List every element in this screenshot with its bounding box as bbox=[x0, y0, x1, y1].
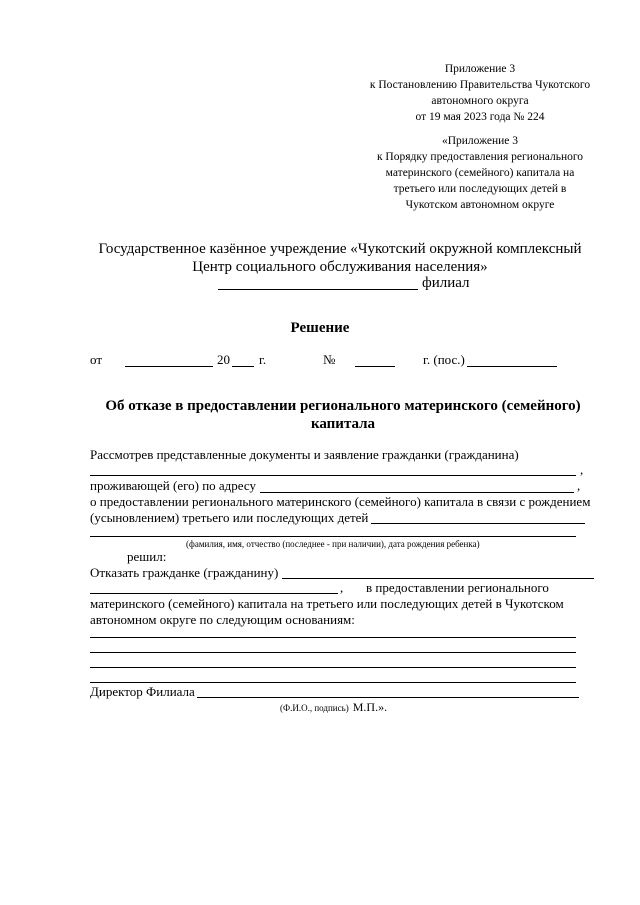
refused-comma: , bbox=[340, 580, 344, 595]
appendix-top bbox=[320, 61, 640, 125]
child-field-2[interactable] bbox=[90, 536, 576, 537]
about-text: о предоставлении регионального материнского (семейного) капитала в связи с рождением bbox=[90, 494, 591, 509]
grounds-text: автономном округе по следующим основаниям: bbox=[90, 612, 355, 627]
decision-city-label: г. (пос.) bbox=[423, 352, 465, 367]
stamp-label: М.П.». bbox=[352, 700, 388, 714]
decision-number-field[interactable] bbox=[355, 366, 395, 367]
child-caption: (фамилия, имя, отчество (последнее - при наличии), дата рождения ребенка) bbox=[186, 539, 480, 549]
director-label: Директор Филиала bbox=[90, 684, 195, 699]
appendix-inner-line5: Чукотском автономном округе bbox=[405, 199, 555, 211]
appendix-inner bbox=[320, 133, 640, 213]
organization-line1: Государственное казённое учреждение «Чукотский окружной комплексный bbox=[98, 241, 582, 257]
address-comma: , bbox=[577, 478, 581, 493]
applicant-name-field[interactable] bbox=[90, 475, 576, 476]
residing-label: проживающей (его) по адресу bbox=[90, 478, 256, 493]
branch-label: филиал bbox=[422, 275, 470, 291]
considered-text: Рассмотрев представленные документы и заявление гражданки (гражданина) bbox=[90, 447, 519, 462]
organization-line2: Центр социального обслуживания населения» bbox=[192, 259, 488, 275]
decision-title: Решение bbox=[290, 320, 350, 336]
heading-line2: капитала bbox=[310, 416, 376, 432]
decision-date-field[interactable] bbox=[125, 366, 213, 367]
heading-line1: Об отказе в предоставлении регионального материнского (семейного) bbox=[105, 398, 581, 414]
grounds-line-2[interactable] bbox=[90, 652, 576, 653]
refuse-text: Отказать гражданке (гражданину) bbox=[90, 565, 279, 580]
decision-year-field[interactable] bbox=[232, 366, 254, 367]
in-provision-text: в предоставлении регионального bbox=[366, 580, 549, 595]
decision-year-suffix: г. bbox=[259, 352, 267, 367]
decision-city-field[interactable] bbox=[467, 366, 557, 367]
signature-caption: (Ф.И.О., подпись) bbox=[280, 703, 349, 713]
appendix-inner-line3: материнского (семейного) капитала на bbox=[385, 167, 575, 179]
refused-person-field-1[interactable] bbox=[282, 578, 594, 579]
appendix-top-line3: автономного округа bbox=[431, 95, 529, 107]
decision-number-sign: № bbox=[323, 352, 336, 367]
refused-person-field-2[interactable] bbox=[90, 593, 338, 594]
capital-text: материнского (семейного) капитала на третьего или последующих детей в Чукотском bbox=[90, 596, 564, 611]
grounds-line-1[interactable] bbox=[90, 637, 576, 638]
signature-caption-row bbox=[280, 698, 387, 716]
child-field-1[interactable] bbox=[371, 523, 585, 524]
adoption-text: (усыновлением) третьего или последующих детей bbox=[90, 510, 369, 525]
decision-from-label: от bbox=[90, 352, 103, 367]
branch-name-field[interactable] bbox=[218, 289, 418, 290]
grounds-line-4[interactable] bbox=[90, 682, 576, 683]
appendix-inner-line4: третьего или последующих детей в bbox=[393, 183, 567, 195]
decided-label: решил: bbox=[127, 549, 167, 564]
grounds-line-3[interactable] bbox=[90, 667, 576, 668]
appendix-inner-line2: к Порядку предоставления регионального bbox=[376, 151, 584, 163]
appendix-inner-line1: «Приложение 3 bbox=[441, 135, 519, 147]
appendix-top-line1: Приложение 3 bbox=[444, 63, 516, 75]
applicant-comma: , bbox=[580, 462, 584, 477]
appendix-top-line4: от 19 мая 2023 года № 224 bbox=[415, 111, 545, 123]
director-signature-field[interactable] bbox=[197, 697, 579, 698]
address-field[interactable] bbox=[260, 492, 574, 493]
decision-year-prefix: 20 bbox=[217, 352, 230, 367]
appendix-top-line2: к Постановлению Правительства Чукотского bbox=[369, 79, 591, 91]
